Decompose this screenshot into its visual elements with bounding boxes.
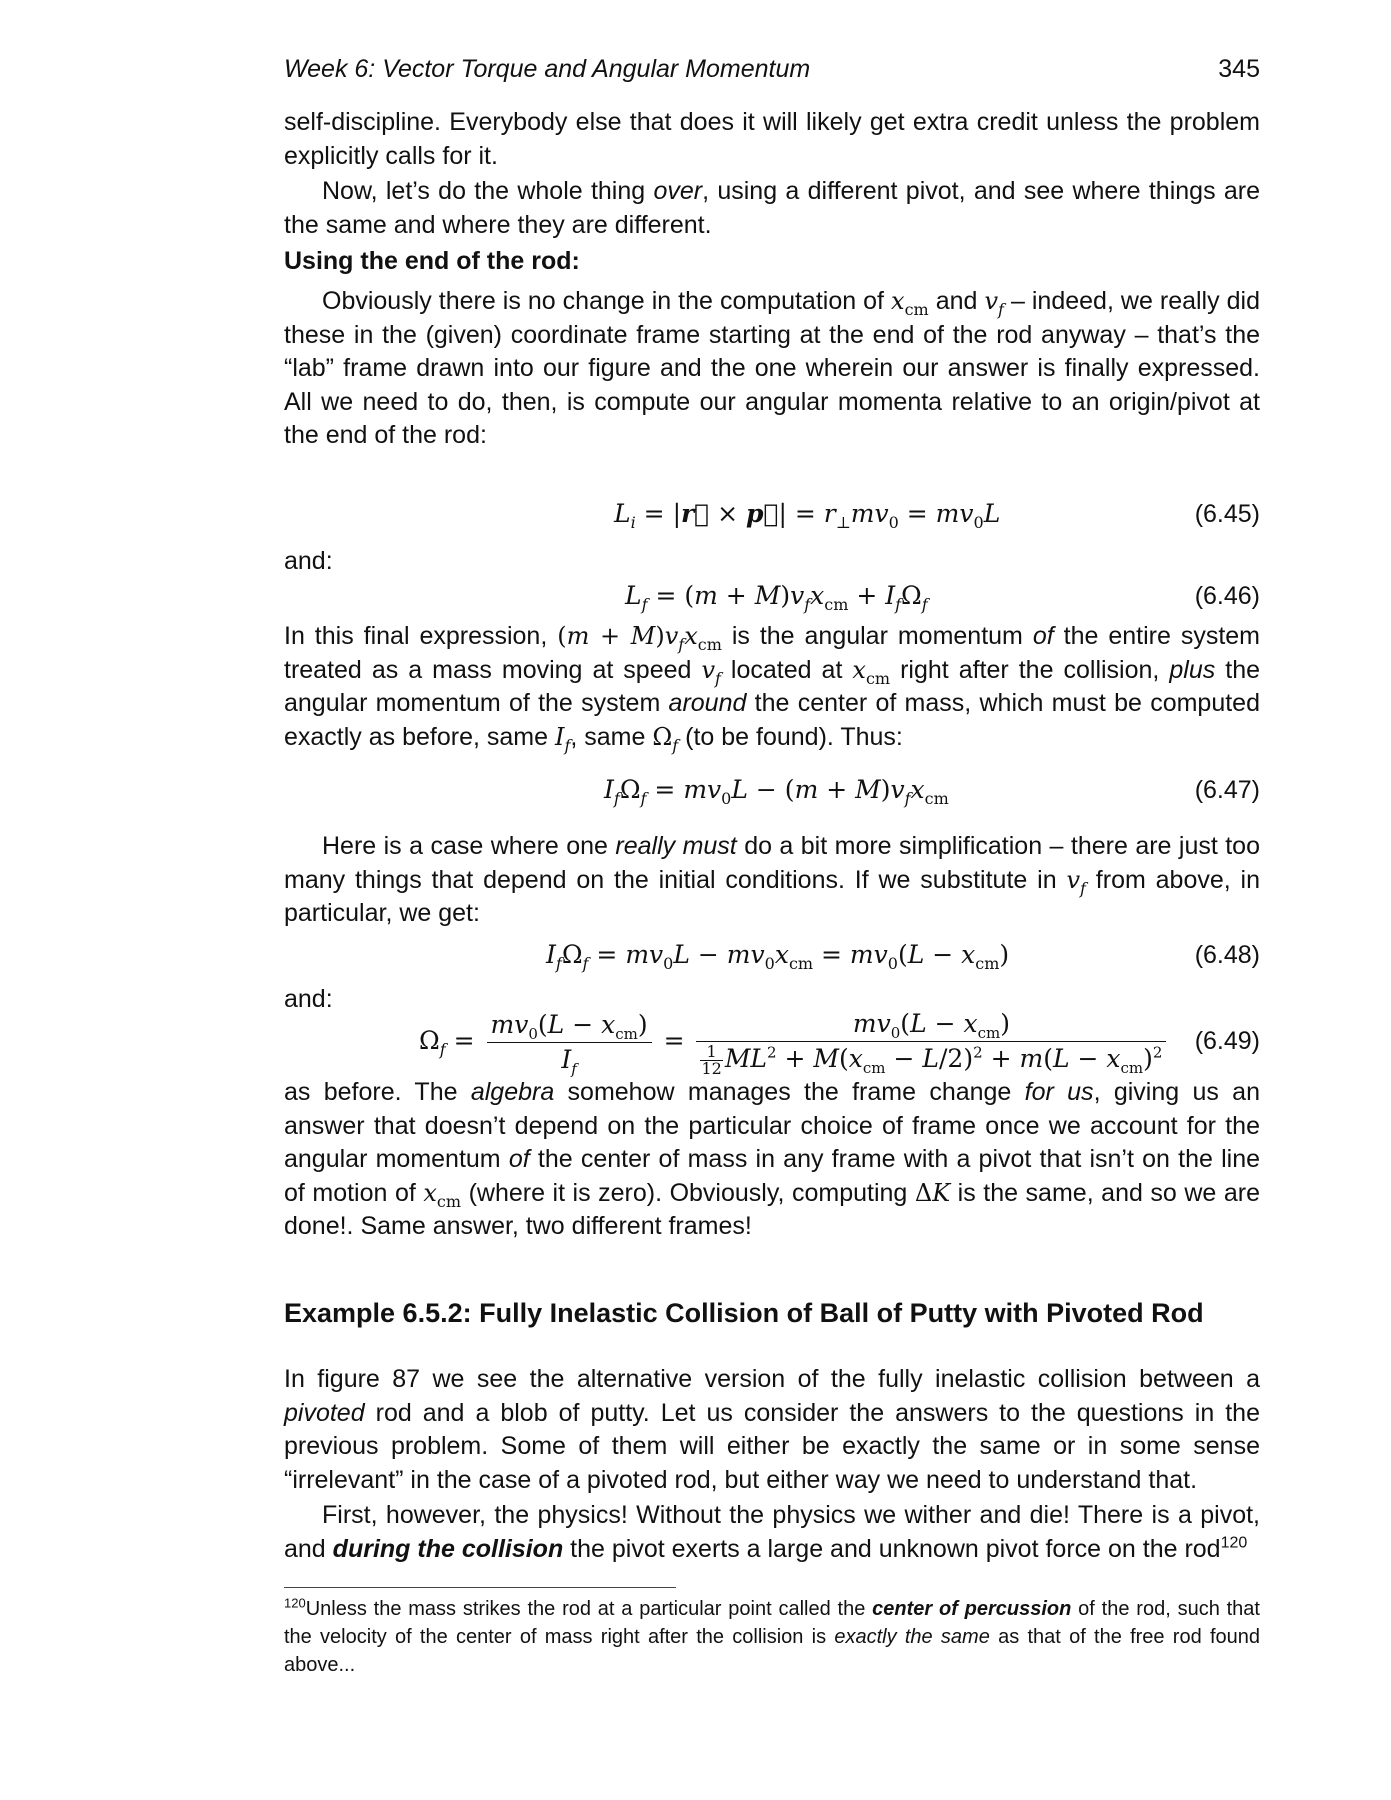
and-label-1: and: (284, 547, 333, 575)
equation-number-6-47: (6.47) (1194, 776, 1260, 804)
equation-number-6-49: (6.49) (1194, 1027, 1260, 1055)
footnote-marker: 120 (284, 1595, 306, 1611)
footnote-reference[interactable]: 120 (1220, 1534, 1248, 1552)
and-label-2: and: (284, 985, 333, 1013)
equation-6-49: $\Omega_f$ = $\frac{mv_0(L - x_{cm})}{I_f}$ = $mv_0(L - x_{cm})$ $\frac{1}{12}$ $ML^2 + M(x_{cm} - L/2)^2 + m(L - x_{cm})^2$ (6.49) (419, 1008, 1260, 1078)
paragraph-different-pivot: Now, let’s do the whole thing over, using a different pivot, and see where things are the same and where they are different. (284, 177, 1260, 239)
equation-6-46: $L_f = (m + M)v_fx_{cm} + I_f\Omega_f$ (6.46) (284, 578, 1260, 614)
running-header-title: Week 6: Vector Torque and Angular Momentum (284, 55, 811, 83)
subheading-end-of-rod: Using the end of the rod: (284, 247, 580, 275)
equation-6-48: $I_f\Omega_f = mv_0L - mv_0x_{cm} = mv_0(L - x_{cm})$ (6.48) (284, 937, 1260, 973)
page-number: 345 (1218, 55, 1260, 83)
paragraph-end-of-rod: Obviously there is no change in the computation of $x_{cm}$ and $v_f$ – indeed, we really did these in the (given) coordinate frame starting at the end of the rod anyway – that’s the “lab” frame drawn into our figure and the one wherein our answer is finally expressed. All we need to do, then, is compute our angular momenta relative to an origin/pivot at the end of the rod: (284, 287, 1260, 449)
paragraph-self-discipline: self-discipline. Everybody else that does it will likely get extra credit unless the problem explicitly calls for it. (284, 108, 1260, 170)
paragraph-simplification: Here is a case where one really must do a bit more simplification – there are just too many things that depend on the initial conditions. If we substitute in $v_f$ from above, in particular, we get: (284, 832, 1261, 927)
equation-6-45: $L_i$ = |r⃗ × p⃗| = $r_\perp mv_0 = mv_0L$ (6.45) (284, 496, 1260, 532)
equation-6-47: $I_f\Omega_f = mv_0L - (m + M)v_fx_{cm}$ (6.47) (284, 772, 1260, 808)
paragraph-physics-first: First, however, the physics! Without the physics we wither and die! There is a pivot, and during the collision the pivot exerts a large and unknown pivot force on the rod$^{120}$ (284, 1501, 1260, 1563)
paragraph-figure-87: In figure 87 we see the alternative version of the fully inelastic collision between a pivoted rod and a blob of putty. Let us consider the answers to the questions in the previous problem. Some of them will either be exactly the same or in some sense “irrelevant” in the case of a pivoted rod, but either way we need to understand that. (284, 1365, 1260, 1494)
paragraph-final-expression: In this final expression, $(m + M)v_fx_{cm}$ is the angular momentum of the entire system treated as a mass moving at speed $v_f$ located at $x_{cm}$ right after the collision, plus the angular momentum of the system around the center of mass, which must be computed exactly as before, same $I_f$, same $\Omega_f$ (to be found). Thus: (284, 622, 1261, 755)
example-heading: Example 6.5.2: Fully Inelastic Collision of Ball of Putty with Pivoted Rod (284, 1298, 1204, 1328)
equation-number-6-48: (6.48) (1194, 941, 1260, 969)
equation-number-6-46: (6.46) (1194, 582, 1260, 610)
equation-number-6-45: (6.45) (1194, 500, 1260, 528)
footnote-divider (284, 1587, 676, 1588)
paragraph-as-before: as before. The algebra somehow manages the frame change for us, giving us an answer that doesn’t depend on the particular choice of frame once we account for the angular momentum of the center of mass in any frame with a pivot that isn’t on the line of motion of $x_{cm}$ (where it is zero). Obviously, computing ΔK is the same, and so we are done!. Same answer, two different frames! (284, 1078, 1260, 1240)
footnote-120: $^{120}$Unless the mass strikes the rod at a particular point called the center of percussion of the rod, such that the velocity of the center of mass right after the collision is exactly the same as that of the free rod found above... (284, 1595, 1260, 1676)
